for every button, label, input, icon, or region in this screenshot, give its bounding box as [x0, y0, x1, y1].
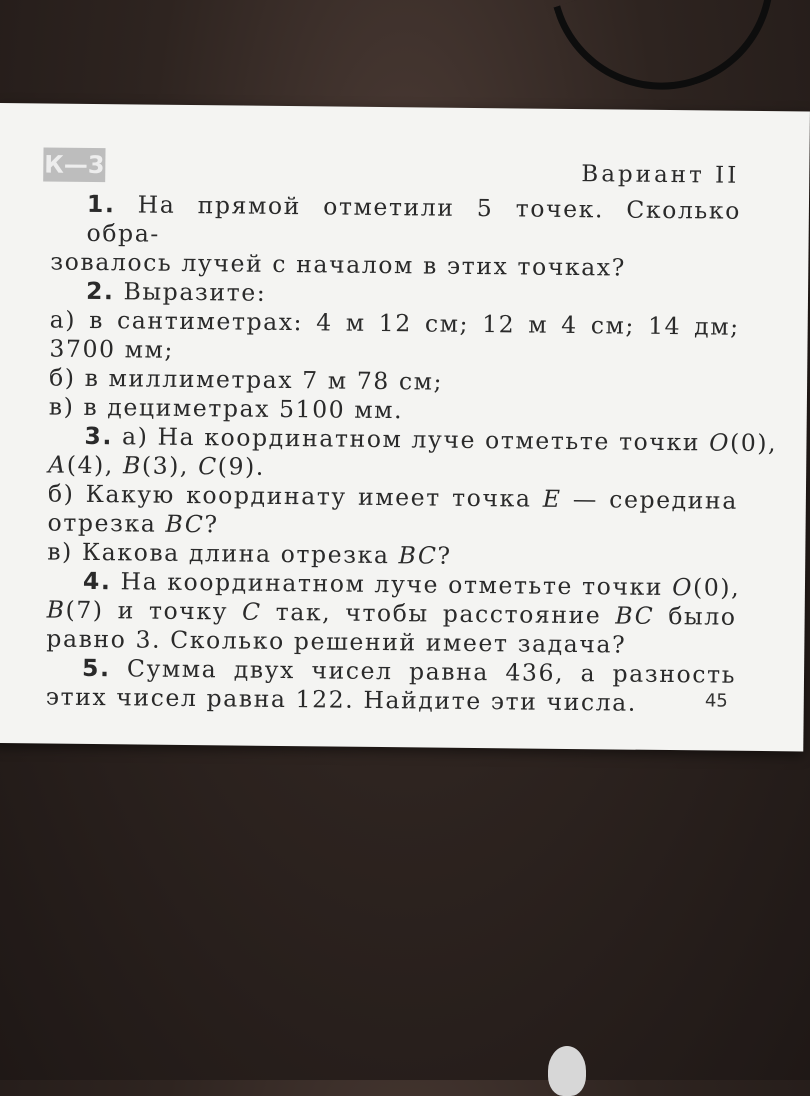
- task-4-line-1: 4. На координатном луче отметьте точки O(0),: [82, 566, 741, 602]
- test-badge: К—3: [43, 147, 105, 182]
- task-5-line-1: 5. Сумма двух чисел равна 436, а разность: [81, 653, 737, 689]
- earbud: [548, 1046, 586, 1096]
- task-2c: в) в дециметрах 5100 мм.: [48, 392, 404, 425]
- task-4-line-2: B(7) и точку C так, чтобы расстояние BC было: [46, 595, 737, 631]
- task-1-line-2: зовалось лучей с началом в этих точках?: [50, 247, 627, 282]
- task-3c: в) Какова длина отрезка BC?: [47, 537, 452, 570]
- task-5-line-2: этих чисел равна 122. Найдите эти числа.: [45, 682, 638, 717]
- page-number: 45: [704, 690, 728, 712]
- task-3b-line-1: б) Какую координату имеет точка E — середина: [47, 479, 739, 515]
- task-2-title: 2. Выразите:: [85, 276, 267, 307]
- worksheet-page: [0, 103, 810, 751]
- task-list: [45, 189, 778, 719]
- task-1-line-1: 1. На прямой отметили 5 точек. Сколько обра-: [86, 189, 742, 248]
- task-2b: б) в миллиметрах 7 м 78 см;: [48, 363, 444, 396]
- task-3b-line-2: отрезка BC?: [47, 508, 219, 539]
- task-4-line-3: равно 3. Сколько решений имеет задача?: [46, 624, 627, 659]
- task-2a-line-1: а) в сантиметрах: 4 м 12 см; 12 м 4 см; 14 дм;: [49, 305, 740, 341]
- task-3a-line-1: 3. а) На координатном луче отметьте точки O(0),: [84, 421, 778, 458]
- task-3a-line-2: A(4), B(3), C(9).: [48, 450, 266, 481]
- headphone-cable: [553, 0, 802, 119]
- task-2a-line-2: 3700 мм;: [49, 334, 175, 364]
- variant-title: Вариант II: [581, 161, 740, 189]
